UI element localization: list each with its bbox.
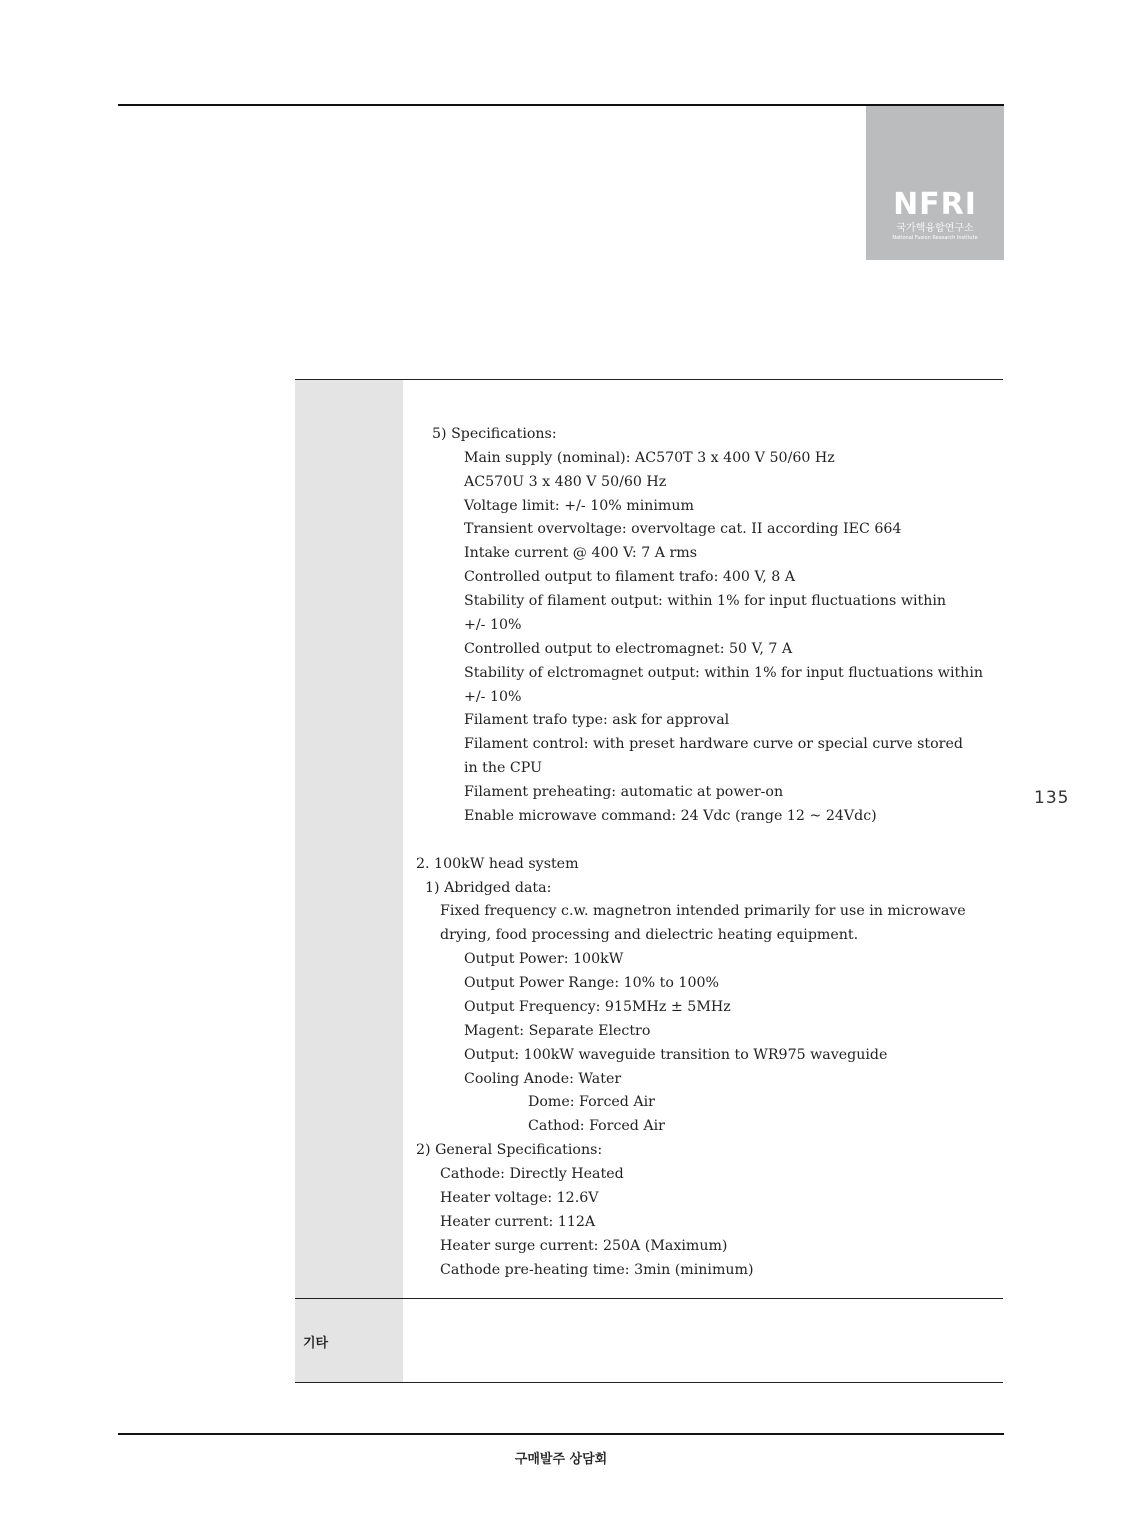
spec-line: Output: 100kW waveguide transition to WR975 waveguide (464, 1047, 888, 1063)
footer-title: 구매발주 상담회 (514, 1452, 608, 1467)
spec-line: 5) Specifications: (432, 426, 557, 442)
spec-line: Output Power Range: 10% to 100% (464, 975, 719, 991)
spec-line: +/- 10% (464, 617, 522, 633)
spec-line: Filament trafo type: ask for approval (464, 712, 730, 728)
spec-line: AC570U 3 x 480 V 50/60 Hz (464, 474, 667, 490)
logo-korean-name: 국가핵융합연구소 (896, 223, 974, 234)
spec-line: Fixed frequency c.w. magnetron intended primarily for use in microwave (440, 903, 966, 919)
spec-line: Intake current @ 400 V: 7 A rms (464, 545, 697, 561)
spec-line: 1) Abridged data: (425, 880, 552, 896)
spec-line: Transient overvoltage: overvoltage cat. II according IEC 664 (464, 521, 902, 537)
row2-label-cell (295, 1299, 403, 1382)
row1-label-cell (295, 380, 403, 1298)
spec-line: Heater current: 112A (440, 1214, 596, 1230)
spec-line: Dome: Forced Air (528, 1094, 655, 1110)
spec-line: 2) General Specifications: (416, 1142, 603, 1158)
spec-line: Voltage limit: +/- 10% minimum (464, 498, 694, 514)
page-number: 135 (1034, 788, 1070, 808)
table-bottom-rule (295, 1382, 1003, 1383)
row2-label: 기타 (303, 1336, 329, 1351)
spec-line: Cathod: Forced Air (528, 1118, 665, 1134)
spec-line: Magent: Separate Electro (464, 1023, 651, 1039)
spec-line: Stability of filament output: within 1% for input fluctuations within (464, 593, 947, 609)
footer-rule (118, 1433, 1004, 1435)
spec-line: Output Power: 100kW (464, 951, 624, 967)
logo-english-name: National Fusion Research Institute (892, 235, 978, 241)
spec-line: Stability of elctromagnet output: within 1% for input fluctuations within (464, 665, 983, 681)
spec-line: +/- 10% (464, 689, 522, 705)
logo-wordmark: NFRI (893, 187, 977, 222)
spec-line: Cathode: Directly Heated (440, 1166, 624, 1182)
spec-line: Cathode pre-heating time: 3min (minimum) (440, 1262, 754, 1278)
nfri-logo (866, 106, 1004, 260)
spec-line: Filament control: with preset hardware curve or special curve stored (464, 736, 963, 752)
spec-line: Main supply (nominal): AC570T 3 x 400 V 50/60 Hz (464, 450, 835, 466)
spec-line: Controlled output to electromagnet: 50 V, 7 A (464, 641, 793, 657)
spec-line: Heater surge current: 250A (Maximum) (440, 1238, 728, 1254)
spec-line: 2. 100kW head system (416, 856, 579, 872)
spec-line: Output Frequency: 915MHz ± 5MHz (464, 999, 731, 1015)
spec-line: Controlled output to filament trafo: 400 V, 8 A (464, 569, 796, 585)
spec-line: in the CPU (464, 760, 543, 776)
spec-line: Enable microwave command: 24 Vdc (range 12 ~ 24Vdc) (464, 808, 877, 824)
spec-line: Cooling Anode: Water (464, 1071, 622, 1087)
spec-line: drying, food processing and dielectric heating equipment. (440, 927, 859, 943)
spec-line: Filament preheating: automatic at power-on (464, 784, 784, 800)
spec-line: Heater voltage: 12.6V (440, 1190, 599, 1206)
